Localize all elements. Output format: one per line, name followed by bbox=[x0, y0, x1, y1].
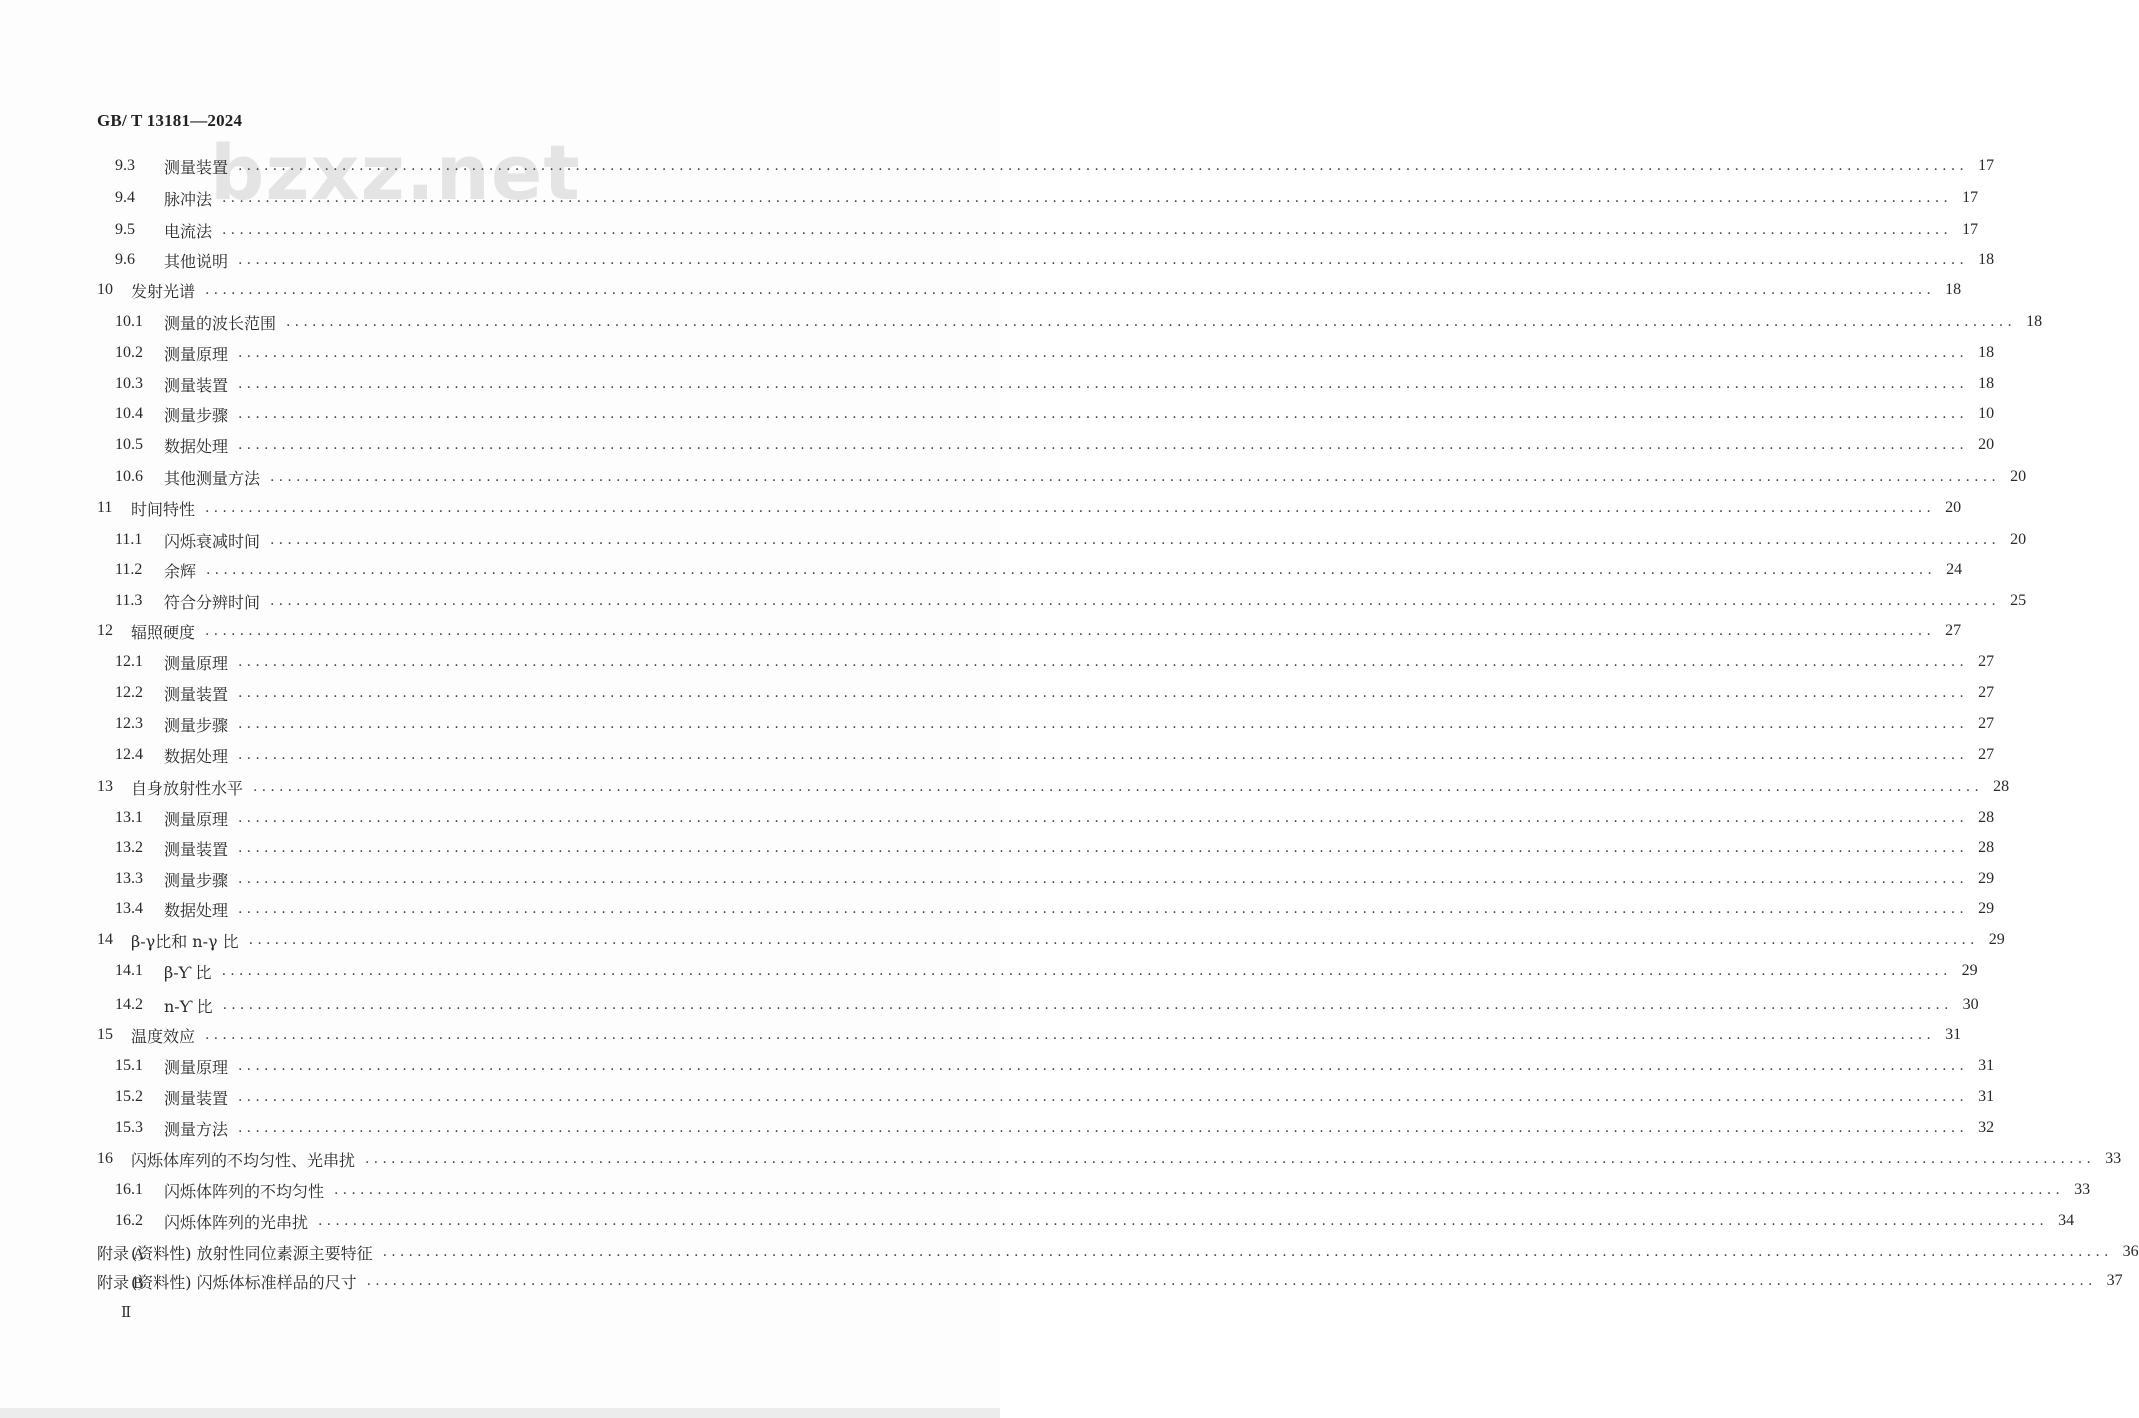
toc-dot-leader: ........................................................................................................................................................................................................ bbox=[318, 1213, 2049, 1229]
toc-entry[interactable] bbox=[115, 807, 1995, 829]
toc-entry-title: 测量装置 bbox=[164, 684, 229, 704]
toc-entry-number: 10.6 bbox=[115, 468, 143, 485]
toc-entry-number: 9.3 bbox=[115, 157, 135, 174]
toc-entry[interactable] bbox=[115, 837, 1995, 859]
toc-dot-leader: ........................................................................................................................................................................................................ bbox=[238, 376, 1969, 392]
toc-entry-number: 15.3 bbox=[115, 1119, 143, 1136]
toc-entry-title: 测量步骤 bbox=[164, 405, 229, 425]
toc-entry-title: 其他测量方法 bbox=[164, 468, 261, 488]
toc-entry-page: 17 bbox=[1978, 157, 1995, 174]
toc-dot-leader: ........................................................................................................................................................................................................ bbox=[238, 1058, 1969, 1074]
toc-entry-page: 32 bbox=[1978, 1119, 1995, 1136]
toc-dot-leader: ........................................................................................................................................................................................................ bbox=[248, 932, 1979, 948]
toc-entry[interactable] bbox=[115, 249, 1995, 271]
toc-entry-number: 14.2 bbox=[115, 996, 143, 1013]
toc-entry-page: 17 bbox=[1962, 221, 1979, 238]
toc-entry-page: 20 bbox=[1978, 436, 1995, 453]
toc-dot-leader: ........................................................................................................................................................................................................ bbox=[238, 252, 1969, 268]
toc-entry-page: 29 bbox=[1961, 962, 1978, 979]
toc-entry[interactable] bbox=[115, 187, 1979, 209]
toc-entry[interactable] bbox=[115, 898, 1995, 920]
toc-dot-leader: ........................................................................................................................................................................................................ bbox=[238, 345, 1969, 361]
toc-dot-leader: ........................................................................................................................................................................................................ bbox=[238, 437, 1969, 453]
toc-dot-leader: ........................................................................................................................................................................................................ bbox=[238, 654, 1969, 670]
toc-entry[interactable] bbox=[115, 868, 1995, 890]
toc-entry-page: 18 bbox=[1978, 375, 1995, 392]
toc-entry-title: 自身放射性水平 bbox=[131, 778, 244, 798]
toc-dot-leader: ........................................................................................................................................................................................................ bbox=[382, 1244, 2113, 1260]
toc-entry-title: 闪烁体阵列的光串扰 bbox=[164, 1212, 309, 1232]
toc-entry-title: (资料性) 放射性同位素源主要特征 bbox=[131, 1243, 373, 1263]
toc-entry-title: 测量装置 bbox=[164, 157, 229, 177]
toc-entry[interactable] bbox=[115, 434, 1995, 456]
toc-entry-page: 18 bbox=[1945, 281, 1962, 298]
toc-dot-leader: ........................................................................................................................................................................................................ bbox=[222, 222, 1953, 238]
toc-entry-number: 9.5 bbox=[115, 221, 135, 238]
toc-entry-title: 闪烁体阵列的不均匀性 bbox=[164, 1181, 325, 1201]
toc-entry[interactable] bbox=[97, 929, 2005, 951]
toc-entry-number: 15 bbox=[97, 1026, 113, 1043]
toc-entry-page: 28 bbox=[1978, 839, 1995, 856]
toc-dot-leader: ........................................................................................................................................................................................................ bbox=[286, 314, 2017, 330]
toc-entry-number: 9.4 bbox=[115, 189, 135, 206]
toc-entry-title: 测量原理 bbox=[164, 653, 229, 673]
toc-entry-title: 时间特性 bbox=[131, 499, 196, 519]
toc-entry-title: 脉冲法 bbox=[164, 189, 213, 209]
toc-entry-number: 9.6 bbox=[115, 251, 135, 268]
toc-entry[interactable] bbox=[115, 651, 1995, 673]
toc-entry[interactable] bbox=[115, 1179, 2091, 1201]
toc-dot-leader: ........................................................................................................................................................................................................ bbox=[206, 562, 1937, 578]
toc-entry[interactable] bbox=[115, 994, 1979, 1016]
toc-entry-page: 10 bbox=[1978, 405, 1995, 422]
toc-entry-page: 31 bbox=[1978, 1088, 1995, 1105]
toc-entry-title: 测量原理 bbox=[164, 344, 229, 364]
toc-entry-title: 电流法 bbox=[164, 221, 213, 241]
toc-entry-page: 20 bbox=[2010, 468, 2027, 485]
toc-dot-leader: ........................................................................................................................................................................................................ bbox=[270, 532, 2001, 548]
toc-entry-title: 发射光谱 bbox=[131, 281, 196, 301]
toc-entry-title: 温度效应 bbox=[131, 1026, 196, 1046]
toc-entry[interactable] bbox=[115, 373, 1995, 395]
toc-entry-page: 29 bbox=[1978, 870, 1995, 887]
toc-entry-page: 27 bbox=[1978, 746, 1995, 763]
toc-dot-leader: ........................................................................................................................................................................................................ bbox=[238, 810, 1969, 826]
toc-entry-title: 数据处理 bbox=[164, 900, 229, 920]
toc-dot-leader: ........................................................................................................................................................................................................ bbox=[270, 469, 2001, 485]
toc-dot-leader: ........................................................................................................................................................................................................ bbox=[238, 406, 1969, 422]
toc-entry-number: 14 bbox=[97, 931, 113, 948]
toc-entry-number: 16.1 bbox=[115, 1181, 143, 1198]
toc-dot-leader: ........................................................................................................................................................................................................ bbox=[238, 901, 1969, 917]
toc-entry[interactable] bbox=[115, 713, 1995, 735]
toc-entry-title: 其他说明 bbox=[164, 251, 229, 271]
toc-entry-page: 28 bbox=[1993, 778, 2010, 795]
toc-dot-leader: ........................................................................................................................................................................................................ bbox=[238, 716, 1969, 732]
toc-entry-number: 10.4 bbox=[115, 405, 143, 422]
toc-entry[interactable] bbox=[97, 620, 1962, 642]
toc-entry-page: 27 bbox=[1978, 684, 1995, 701]
toc-dot-leader: ........................................................................................................................................................................................................ bbox=[238, 747, 1969, 763]
toc-entry-title: 测量步骤 bbox=[164, 870, 229, 890]
toc-entry[interactable] bbox=[115, 1055, 1995, 1077]
toc-entry-number: 附录 A bbox=[97, 1245, 145, 1263]
toc-entry[interactable] bbox=[115, 155, 1995, 177]
standard-code-header: GB/ T 13181—2024 bbox=[97, 111, 243, 130]
toc-entry-title: (资料性) 闪烁体标准样品的尺寸 bbox=[131, 1272, 357, 1292]
toc-entry[interactable] bbox=[97, 1270, 2123, 1292]
toc-entry-number: 11.3 bbox=[115, 592, 143, 609]
toc-entry-number: 12 bbox=[97, 622, 113, 639]
toc-entry-page: 24 bbox=[1946, 561, 1963, 578]
toc-entry-page: 18 bbox=[1978, 344, 1995, 361]
toc-dot-leader: ........................................................................................................................................................................................................ bbox=[238, 1089, 1969, 1105]
toc-entry-page: 20 bbox=[1945, 499, 1962, 516]
toc-dot-leader: ........................................................................................................................................................................................................ bbox=[334, 1182, 2065, 1198]
toc-entry-page: 25 bbox=[2010, 592, 2027, 609]
toc-dot-leader: ........................................................................................................................................................................................................ bbox=[205, 1027, 1936, 1043]
toc-entry[interactable] bbox=[115, 529, 2027, 551]
toc-dot-leader: ........................................................................................................................................................................................................ bbox=[205, 282, 1936, 298]
toc-entry-number: 10.3 bbox=[115, 375, 143, 392]
toc-entry[interactable] bbox=[97, 497, 1962, 519]
toc-entry-number: 附录 B bbox=[97, 1274, 144, 1292]
toc-entry[interactable] bbox=[115, 219, 1979, 241]
toc-entry-number: 10.2 bbox=[115, 344, 143, 361]
toc-entry-page: 37 bbox=[2106, 1272, 2123, 1289]
toc-entry-title: 测量装置 bbox=[164, 375, 229, 395]
toc-entry[interactable] bbox=[115, 466, 2027, 488]
toc-entry[interactable] bbox=[115, 960, 1978, 982]
toc-entry-number: 12.4 bbox=[115, 746, 143, 763]
toc-entry-page: 33 bbox=[2074, 1181, 2091, 1198]
toc-entry[interactable] bbox=[115, 559, 1963, 581]
toc-dot-leader: ........................................................................................................................................................................................................ bbox=[221, 963, 1952, 979]
toc-dot-leader: ........................................................................................................................................................................................................ bbox=[222, 190, 1953, 206]
toc-entry-title: 测量装置 bbox=[164, 1088, 229, 1108]
toc-entry-page: 28 bbox=[1978, 809, 1995, 826]
toc-entry-title: 数据处理 bbox=[164, 436, 229, 456]
toc-entry-page: 33 bbox=[2105, 1150, 2122, 1167]
toc-entry[interactable] bbox=[97, 279, 1962, 301]
toc-entry-page: 31 bbox=[1978, 1057, 1995, 1074]
toc-entry[interactable] bbox=[115, 311, 2043, 333]
toc-entry-title: 数据处理 bbox=[164, 746, 229, 766]
toc-entry-page: 30 bbox=[1962, 996, 1979, 1013]
toc-entry[interactable] bbox=[115, 1210, 2075, 1232]
toc-entry-title: β-Ƴ 比 bbox=[164, 962, 212, 982]
toc-entry-page: 27 bbox=[1978, 715, 1995, 732]
toc-dot-leader: ........................................................................................................................................................................................................ bbox=[365, 1151, 2096, 1167]
toc-dot-leader: ........................................................................................................................................................................................................ bbox=[270, 593, 2001, 609]
toc-entry-title: 辐照硬度 bbox=[131, 622, 196, 642]
toc-entry-title: 测量方法 bbox=[164, 1119, 229, 1139]
toc-entry-number: 12.1 bbox=[115, 653, 143, 670]
toc-entry[interactable] bbox=[115, 682, 1995, 704]
toc-entry-title: 测量原理 bbox=[164, 1057, 229, 1077]
toc-entry[interactable] bbox=[97, 1024, 1962, 1046]
toc-dot-leader: ........................................................................................................................................................................................................ bbox=[205, 623, 1936, 639]
toc-entry-page: 27 bbox=[1978, 653, 1995, 670]
toc-entry-title: 测量步骤 bbox=[164, 715, 229, 735]
toc-entry[interactable] bbox=[115, 1117, 1995, 1139]
toc-entry-title: 闪烁衰减时间 bbox=[164, 531, 261, 551]
toc-entry-title: 余辉 bbox=[164, 561, 197, 581]
toc-entry-page: 31 bbox=[1945, 1026, 1962, 1043]
toc-entry-number: 13 bbox=[97, 778, 113, 795]
toc-entry-title: n-Ƴ 比 bbox=[164, 996, 213, 1016]
watermark: bzxz.net bbox=[210, 128, 581, 217]
toc-entry-number: 13.1 bbox=[115, 809, 143, 826]
toc-entry-page: 36 bbox=[2122, 1243, 2139, 1260]
toc-dot-leader: ........................................................................................................................................................................................................ bbox=[238, 871, 1969, 887]
toc-entry-number: 13.3 bbox=[115, 870, 143, 887]
toc-entry[interactable] bbox=[97, 1148, 2122, 1170]
toc-entry-number: 12.2 bbox=[115, 684, 143, 701]
toc-entry-number: 14.1 bbox=[115, 962, 143, 979]
toc-entry-number: 12.3 bbox=[115, 715, 143, 732]
toc-dot-leader: ........................................................................................................................................................................................................ bbox=[238, 1120, 1969, 1136]
toc-dot-leader: ........................................................................................................................................................................................................ bbox=[253, 779, 1984, 795]
toc-dot-leader: ........................................................................................................................................................................................................ bbox=[238, 840, 1969, 856]
toc-entry-title: 测量的波长范围 bbox=[164, 313, 277, 333]
toc-entry-title: 测量原理 bbox=[164, 809, 229, 829]
toc-dot-leader: ........................................................................................................................................................................................................ bbox=[205, 500, 1936, 516]
toc-entry-number: 16 bbox=[97, 1150, 113, 1167]
toc-dot-leader: ........................................................................................................................................................................................................ bbox=[366, 1273, 2097, 1289]
toc-entry-page: 29 bbox=[1988, 931, 2005, 948]
toc-entry-title: 闪烁体库列的不均匀性、光串扰 bbox=[131, 1150, 356, 1170]
toc-entry-title: 符合分辨时间 bbox=[164, 592, 261, 612]
toc-entry-number: 10 bbox=[97, 281, 113, 298]
toc-entry-number: 13.4 bbox=[115, 900, 143, 917]
page-number: Ⅱ bbox=[121, 1305, 132, 1321]
toc-entry-number: 10.5 bbox=[115, 436, 143, 453]
toc-entry[interactable] bbox=[115, 342, 1995, 364]
toc-entry[interactable] bbox=[97, 1241, 2139, 1263]
toc-entry-page: 27 bbox=[1945, 622, 1962, 639]
toc-dot-leader: ........................................................................................................................................................................................................ bbox=[238, 685, 1969, 701]
toc-entry[interactable] bbox=[115, 1086, 1995, 1108]
toc-dot-leader: ........................................................................................................................................................................................................ bbox=[222, 997, 1953, 1013]
toc-entry-number: 11.2 bbox=[115, 561, 143, 578]
toc-entry-page: 17 bbox=[1962, 189, 1979, 206]
toc-entry[interactable] bbox=[97, 776, 2010, 798]
toc-entry[interactable] bbox=[115, 744, 1995, 766]
toc-dot-leader: ........................................................................................................................................................................................................ bbox=[238, 158, 1969, 174]
toc-entry-page: 34 bbox=[2058, 1212, 2075, 1229]
toc-entry-title: β-γ比和 n-γ 比 bbox=[131, 931, 239, 951]
toc-entry-number: 11.1 bbox=[115, 531, 143, 548]
toc-entry-number: 10.1 bbox=[115, 313, 143, 330]
toc-entry-page: 18 bbox=[1978, 251, 1995, 268]
toc-entry[interactable] bbox=[115, 403, 1995, 425]
toc-entry-page: 20 bbox=[2010, 531, 2027, 548]
toc-entry-number: 15.2 bbox=[115, 1088, 143, 1105]
toc-entry-number: 11 bbox=[97, 499, 113, 516]
toc-entry-page: 18 bbox=[2026, 313, 2043, 330]
toc-entry-page: 29 bbox=[1978, 900, 1995, 917]
toc-entry-number: 13.2 bbox=[115, 839, 143, 856]
toc-entry[interactable] bbox=[115, 590, 2027, 612]
toc-entry-number: 15.1 bbox=[115, 1057, 143, 1074]
toc-entry-title: 测量装置 bbox=[164, 839, 229, 859]
toc-entry-number: 16.2 bbox=[115, 1212, 143, 1229]
